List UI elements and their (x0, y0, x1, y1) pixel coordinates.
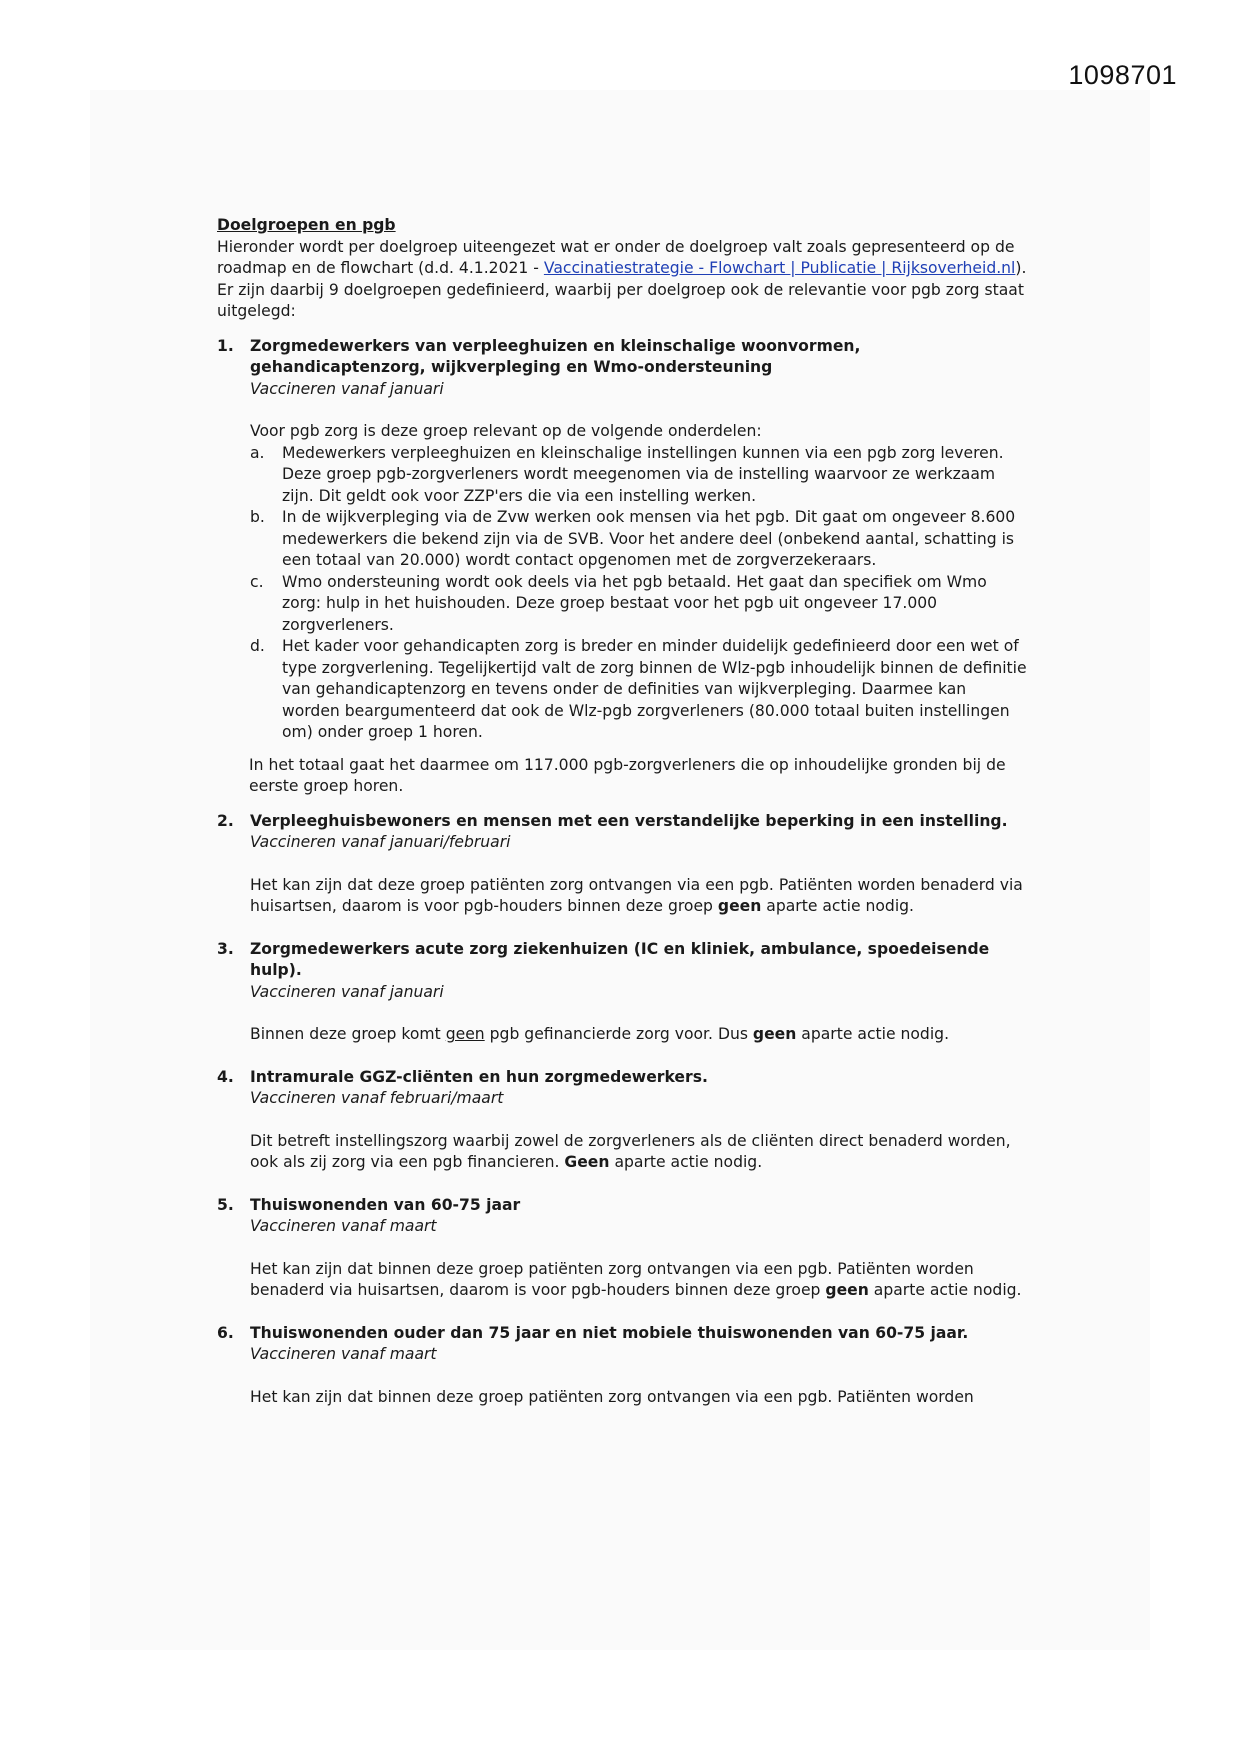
intro-text: Hieronder wordt per doelgroep uiteengezet wat er onder de doelgroep valt zoals gepresenteerd op de roadmap en de flowchart (d.d. 4.1.2021 - (217, 237, 1015, 277)
group-vaccination-period: Vaccineren vanaf februari/maart (250, 1089, 504, 1107)
list-letter: a. (250, 443, 265, 462)
list-item-c (217, 572, 1027, 637)
list-text: In de wijkverpleging via de Zvw werken ook mensen via het pgb. Dit gaat om ongeveer 8.600 medewerkers die bekend zijn via de SVB. Voor het andere deel (onbekend aantal, schatting is een totaal van 20.000) wordt contact opgenomen met de zorgverzekeraars. (282, 508, 1016, 569)
section-intro (217, 237, 1027, 323)
list-text: Het kader voor gehandicapten zorg is breder en minder duidelijk gedefinieerd door een wet of type zorgverlening. Tegelijkertijd valt de zorg binnen de Wlz-pgb inhoudelijk binnen de definitie van gehandicaptenzorg en tevens onder de definities van wijkverpleging. Daarmee kan worden beargumenteerd dat ook de Wlz-pgb zorgverleners (80.000 totaal buiten instellingen om) onder groep 1 horen. (282, 637, 1027, 741)
group-number: 4. (217, 1067, 234, 1086)
group-vaccination-period: Vaccineren vanaf maart (250, 1217, 437, 1235)
group-number: 3. (217, 939, 234, 958)
body-text: aparte actie nodig. (761, 897, 915, 915)
section-title: Doelgroepen en pgb (217, 216, 396, 234)
list-item-a (217, 443, 1027, 508)
body-text: aparte actie nodig. (609, 1153, 763, 1171)
body-text: Dit betreft instellingszorg waarbij zowel de zorgverleners als de cliënten direct benaderd worden, ook als zij zorg via een pgb financieren. (250, 1131, 1011, 1171)
group-total: In het totaal gaat het daarmee om 117.000 pgb-zorgverleners die op inhoudelijke gronden bij de eerste groep horen. (249, 755, 1006, 795)
group-4 (217, 1067, 1027, 1174)
list-letter: d. (250, 637, 265, 655)
group-body (250, 1387, 1027, 1409)
body-text: aparte actie nodig. (796, 1025, 950, 1043)
body-text: Het kan zijn dat binnen deze groep patiënten zorg ontvangen via een pgb. Patiënten worden (250, 1387, 974, 1406)
list-text: Wmo ondersteuning wordt ook deels via het pgb betaald. Het gaat dan specifiek om Wmo zorg: hulp in het huishouden. Deze groep bestaat voor het pgb uit ongeveer 17.000 zorgverleners. (282, 572, 987, 634)
group-lead: Voor pgb zorg is deze groep relevant op de volgende onderdelen: (250, 422, 762, 440)
group-number: 1. (217, 336, 234, 355)
body-text: pgb gefinancierde zorg voor. Dus (484, 1025, 753, 1043)
body-bold: geen (752, 1025, 797, 1043)
body-text: Het kan zijn dat deze groep patiënten zorg ontvangen via een pgb. Patiënten worden benaderd via huisartsen, daarom is voor pgb-houders binnen deze groep (250, 875, 1023, 915)
list-letter: b. (250, 508, 265, 526)
body-underline: geen (445, 1025, 485, 1043)
group-2 (217, 811, 1027, 918)
list-item-b (217, 507, 1027, 572)
group-body (250, 1131, 1027, 1174)
body-text: Het kan zijn dat binnen deze groep patiënten zorg ontvangen via een pgb. Patiënten worden benaderd via huisartsen, daarom is voor pgb-houders binnen deze groep (250, 1259, 974, 1299)
group-body (250, 1024, 1027, 1046)
group-body (250, 875, 1027, 918)
group-title: Verpleeghuisbewoners en mensen met een verstandelijke beperking in een instelling. (250, 811, 1008, 830)
body-bold: Geen (564, 1153, 610, 1171)
intro-text-cont: ). Er zijn daarbij 9 doelgroepen gedefinieerd, waarbij per doelgroep ook de relevantie voor pgb zorg staat uitgelegd: (217, 259, 1027, 320)
publication-link[interactable]: Vaccinatiestrategie - Flowchart | Publicatie | Rijksoverheid.nl (543, 259, 1016, 277)
document-body (217, 215, 1027, 1408)
list-letter: c. (250, 572, 264, 591)
group-title: Zorgmedewerkers acute zorg ziekenhuizen (IC en kliniek, ambulance, spoedeisende hulp). (250, 939, 990, 979)
body-text: Binnen deze groep komt (250, 1025, 446, 1043)
group-title: Thuiswonenden van 60-75 jaar (250, 1195, 521, 1214)
list-item-d (217, 636, 1027, 744)
body-bold: geen (717, 897, 762, 915)
document-number: 1098701 (1068, 60, 1177, 90)
group-title: Thuiswonenden ouder dan 75 jaar en niet mobiele thuiswonenden van 60-75 jaar. (250, 1323, 969, 1342)
group-title: Zorgmedewerkers van verpleeghuizen en kleinschalige woonvormen, gehandicaptenzorg, wijkverpleging en Wmo-ondersteuning (250, 336, 861, 376)
group-body (250, 1259, 1027, 1302)
group-vaccination-period: Vaccineren vanaf maart (250, 1345, 437, 1363)
group-number: 6. (217, 1323, 234, 1342)
group-vaccination-period: Vaccineren vanaf januari (250, 982, 444, 1001)
group-title: Intramurale GGZ-cliënten en hun zorgmedewerkers. (250, 1067, 708, 1086)
body-text: aparte actie nodig. (868, 1281, 1022, 1299)
group-1 (217, 336, 1027, 443)
group-number: 2. (217, 811, 234, 830)
group-5 (217, 1195, 1027, 1302)
group-6 (217, 1323, 1027, 1409)
body-bold: geen (825, 1281, 869, 1299)
list-text: Medewerkers verpleeghuizen en kleinschalige instellingen kunnen via een pgb zorg leveren. Deze groep pgb-zorgverleners wordt meegenomen via de instelling waarvoor ze werkzaam zijn. Dit geldt ook voor ZZP'ers die via een instelling werken. (282, 443, 1004, 505)
group-vaccination-period: Vaccineren vanaf januari/februari (250, 833, 511, 851)
group-vaccination-period: Vaccineren vanaf januari (250, 379, 444, 398)
group-number: 5. (217, 1195, 234, 1214)
group-3 (217, 939, 1027, 1046)
